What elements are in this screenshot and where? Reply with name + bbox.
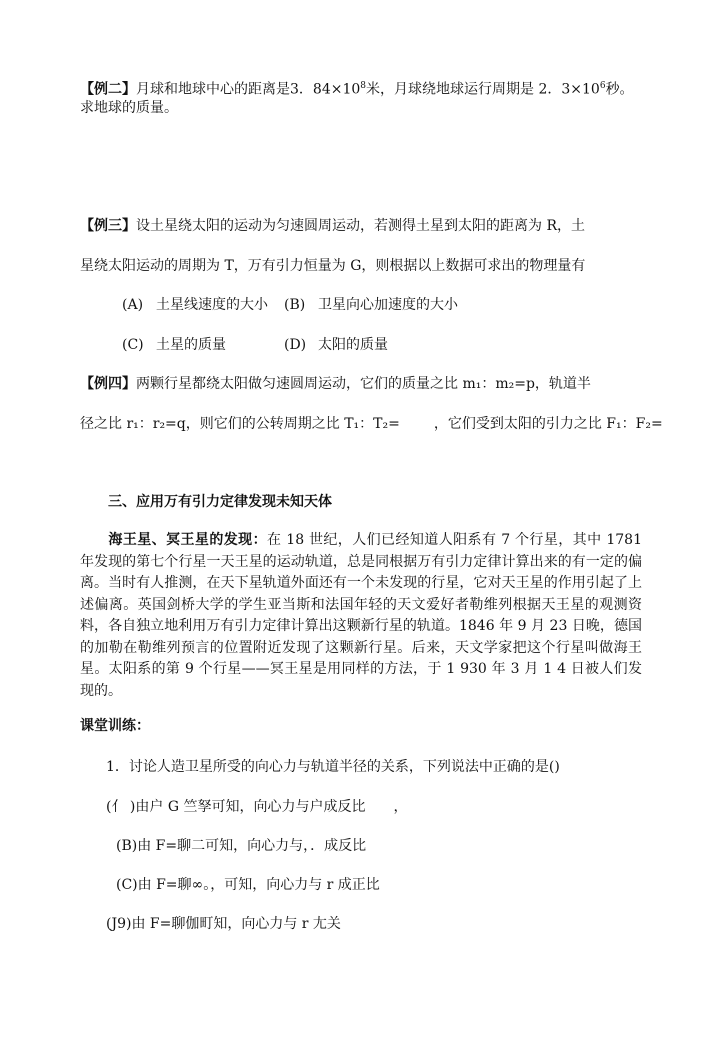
practice-option-c: (C)由 F=聊∞。，可知，向心力与 r 成正比 (116, 877, 380, 893)
option-text: 太阳的质量 (318, 337, 388, 353)
example3-option-d (284, 335, 388, 355)
practice-option-a: (亻 )由户 G 竺孥可知，向心力与户成反比 ， (106, 799, 408, 815)
example2-tag: 【例二】 (80, 81, 136, 98)
example3-option-a (122, 295, 268, 315)
option-key: (B) (284, 297, 306, 313)
practice-option-d: (J9)由 F=聊伽町知，向心力与 r 尢关 (106, 916, 341, 932)
option-key: (A) (122, 297, 144, 313)
practice-option-b: (B)由 F=聊二可知，向心力与，．成反比 (116, 838, 367, 854)
example2-line1 (80, 76, 634, 100)
option-text: 土星线速度的大小 (156, 297, 268, 313)
example3-option-c (122, 335, 226, 355)
option-key: (D) (284, 337, 307, 353)
example4-text2b: ，它们受到太阳的引力之比 F₁：F₂= (433, 416, 663, 432)
example3-option-b (284, 295, 458, 315)
example4-line1 (80, 374, 591, 394)
section3-lead: 海王星、冥王星的发现： (108, 532, 267, 548)
example3-line1 (80, 216, 585, 236)
example3-text1: 设土星绕太阳的运动为匀速圆周运动，若测得土星到太阳的距离为 R，土 (136, 218, 585, 234)
option-text: 卫星向心加速度的大小 (318, 297, 458, 313)
example3-line2: 星绕太阳运动的周期为 T，万有引力恒量为 G，则根据以上数据可求出的物理量有 (80, 258, 586, 274)
example4-text2a: 径之比 r₁：r₂=q，则它们的公转周期之比 T₁：T₂= (80, 416, 400, 432)
section3-paragraph (80, 530, 642, 702)
example2-text-c: 秒。 (605, 81, 634, 98)
option-key: (C) (122, 337, 144, 353)
example2-text-a: 月球和地球中心的距离是3．84×10 (136, 81, 361, 98)
section3-heading: 三、应用万有引力定律发现未知天体 (108, 494, 332, 510)
example2-text-b: 米，月球绕地球运行周期是 2．3×10 (366, 81, 600, 98)
example4-line2 (80, 414, 663, 434)
section3-body: 在 18 世纪，人们已经知道人阳系有 7 个行星，其中 1781 年发现的第七个行星一天王星的运动轨道，总是同根据万有引力定律计算出来的有一定的偏离。当时有人推测，在天下星轨道外面还有一个未发现的行星，它对天王星的作用引起了上述偏离。英国剑桥大学的学生亚当斯和法国年轻的天文爱好者勒维列根据天王星的观测资料，各自独立地利用万有引力定律计算出这颗新行星的轨道。1846 年 9 月 23 日晚，德国的加勒在勒维列预言的位置附近发现了这颗新行星。后来，天文学家把这个行星叫做海王星。太阳系的第 9 个行星——冥王星是用同样的方法，于 1 930 年 3 月 1 4 日被人们发现的。 (80, 532, 642, 699)
example2-exp2: 6 (599, 81, 606, 91)
example4-tag: 【例四】 (80, 376, 136, 392)
practice-question-1: 1．讨论人造卫星所受的向心力与轨道半径的关系，下列说法中正确的是() (106, 759, 560, 775)
option-text: 土星的质量 (156, 337, 226, 353)
practice-heading: 课堂训练： (80, 718, 150, 734)
example2-exp1: 8 (360, 81, 367, 91)
example4-text1: 两颗行星都绕太阳做匀速圆周运动，它们的质量之比 m₁：m₂=p，轨道半 (136, 376, 591, 392)
example3-tag: 【例三】 (80, 218, 136, 234)
example2-line2: 求地球的质量。 (80, 100, 178, 116)
